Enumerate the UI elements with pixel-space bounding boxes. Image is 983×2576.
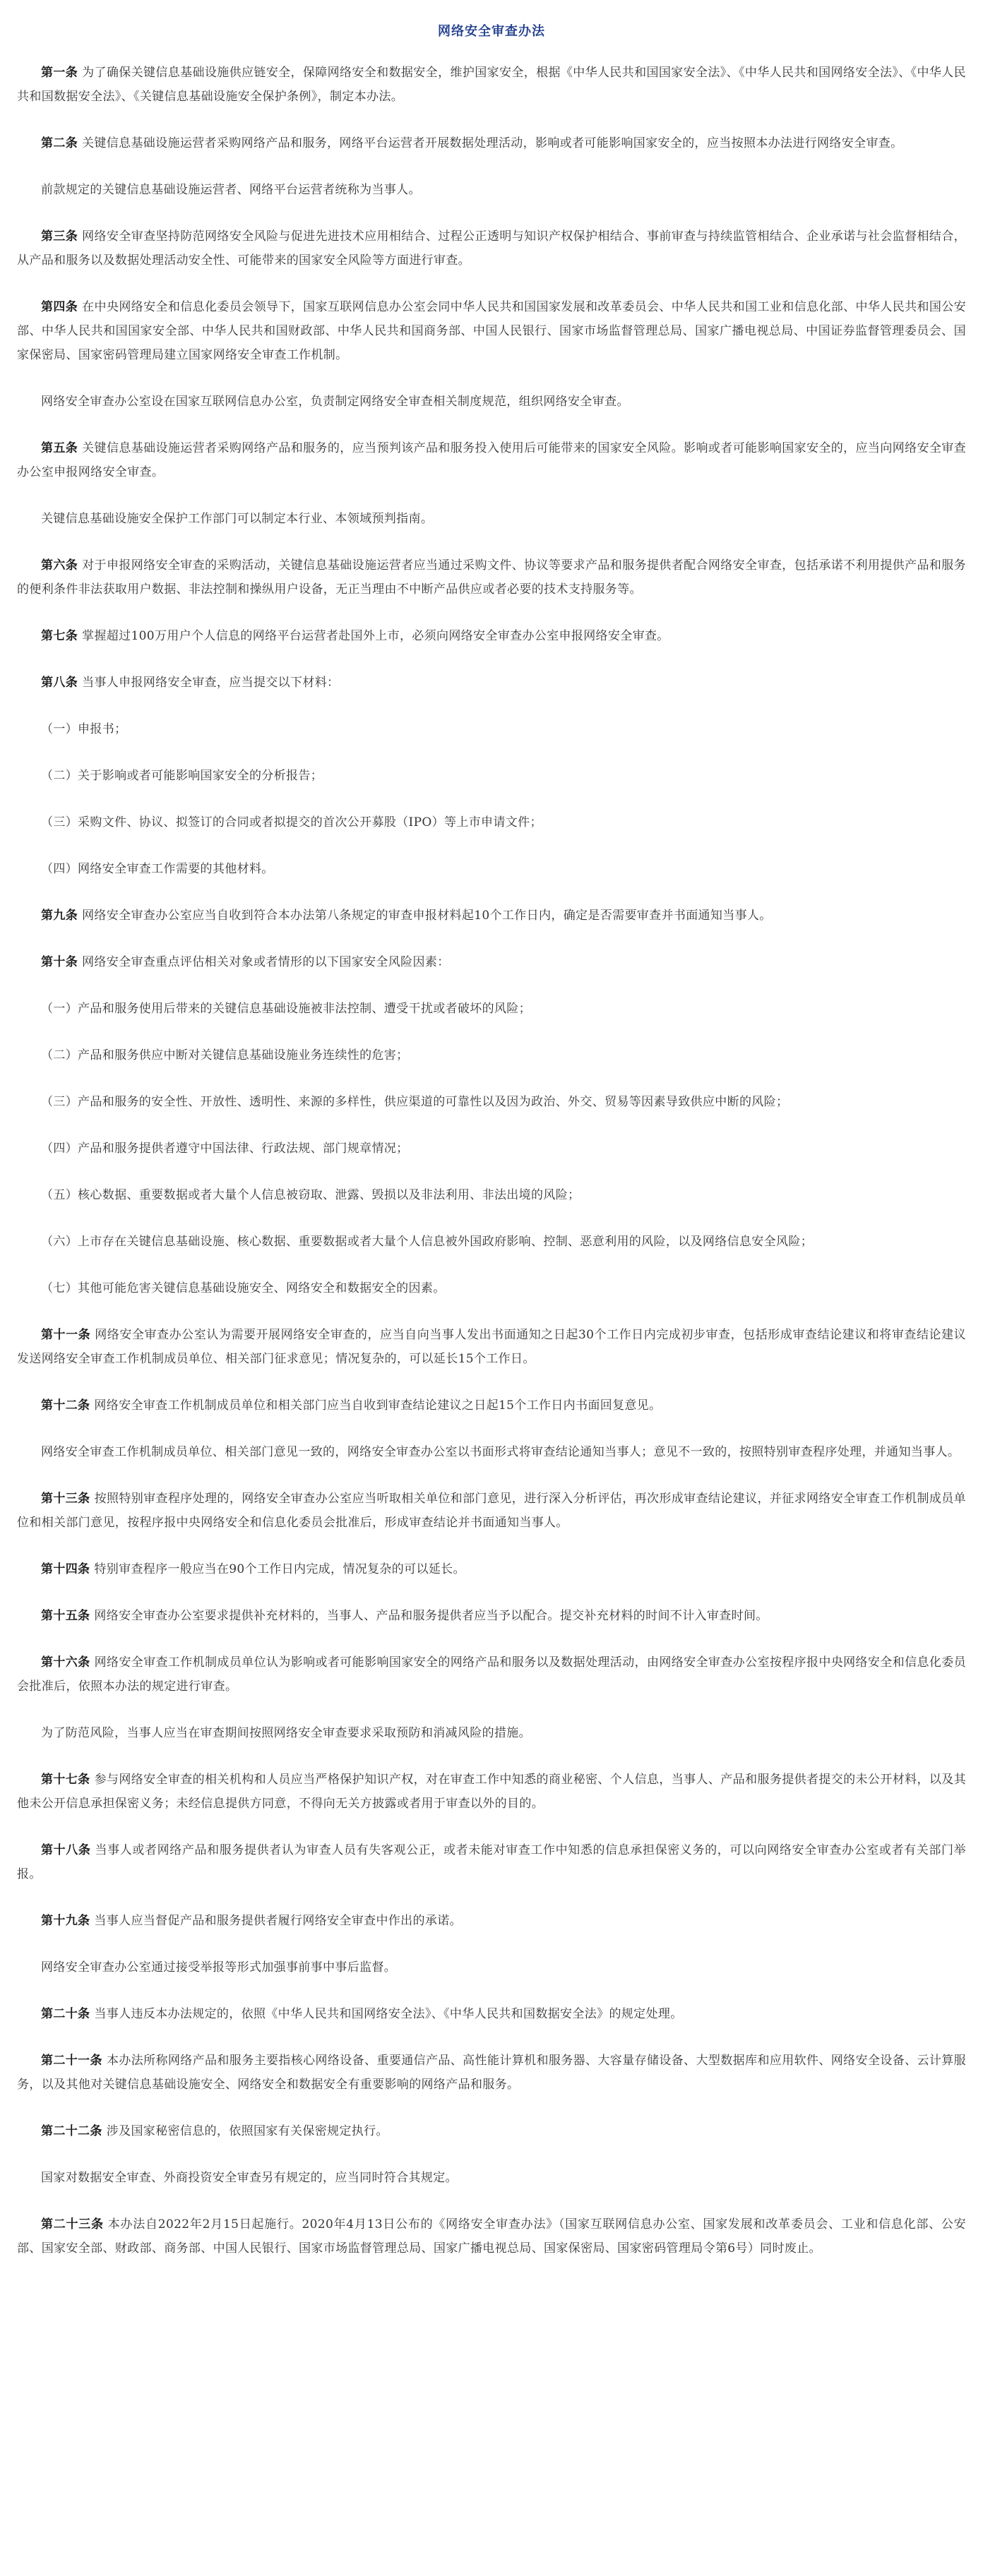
article-text: 掌握超过100万用户个人信息的网络平台运营者赴国外上市，必须向网络安全审查办公室申报网络安全审查。 bbox=[82, 629, 669, 643]
article-number: 第九条 bbox=[41, 909, 78, 923]
article-number: 第十八条 bbox=[41, 1843, 91, 1857]
article-paragraph bbox=[17, 553, 966, 601]
article-number: 第二十一条 bbox=[41, 2054, 102, 2068]
article-paragraph bbox=[17, 2002, 966, 2026]
article-text: 参与网络安全审查的相关机构和人员应当严格保护知识产权，对在审查工作中知悉的商业秘密、个人信息，当事人、产品和服务提供者提交的未公开材料，以及其他未公开信息承担保密义务；未经信息提供方同意，不得向无关方披露或者用于审查以外的目的。 bbox=[17, 1773, 966, 1811]
article-paragraph bbox=[17, 1651, 966, 1699]
article-paragraph bbox=[17, 131, 966, 155]
article-paragraph bbox=[17, 61, 966, 109]
article-text: 当事人违反本办法规定的，依照《中华人民共和国网络安全法》、《中华人民共和国数据安全法》的规定处理。 bbox=[94, 2007, 683, 2021]
article-text: 在中央网络安全和信息化委员会领导下，国家互联网信息办公室会同中华人民共和国国家发展和改革委员会、中华人民共和国工业和信息化部、中华人民共和国公安部、中华人民共和国国家安全部、中华人民共和国财政部、中华人民共和国商务部、中国人民银行、国家市场监督管理总局、国家广播电视总局、中国证券监督管理委员会、国家保密局、国家密码管理局建立国家网络安全审查工作机制。 bbox=[17, 300, 966, 362]
article-text: （二）产品和服务供应中断对关键信息基础设施业务连续性的危害； bbox=[41, 1048, 409, 1062]
article-text: 网络安全审查办公室认为需要开展网络安全审查的，应当自向当事人发出书面通知之日起30个工作日内完成初步审查，包括形成审查结论建议和将审查结论建议发送网络安全审查工作机制成员单位、相关部门征求意见；情况复杂的，可以延长15个工作日。 bbox=[17, 1328, 966, 1366]
article-paragraph bbox=[17, 1276, 966, 1300]
article-paragraph bbox=[17, 1090, 966, 1114]
article-paragraph bbox=[17, 1394, 966, 1418]
article-text: 前款规定的关键信息基础设施运营者、网络平台运营者统称为当事人。 bbox=[41, 183, 421, 197]
article-paragraph bbox=[17, 1183, 966, 1207]
article-number: 第十二条 bbox=[41, 1398, 90, 1413]
article-text: （四）产品和服务提供者遵守中国法律、行政法规、部门规章情况； bbox=[41, 1142, 409, 1156]
article-text: 网络安全审查办公室设在国家互联网信息办公室，负责制定网络安全审查相关制度规范，组织网络安全审查。 bbox=[41, 395, 629, 409]
document-body bbox=[17, 61, 966, 2260]
article-text: 网络安全审查工作机制成员单位认为影响或者可能影响国家安全的网络产品和服务以及数据处理活动，由网络安全审查办公室按程序报中央网络安全和信息化委员会批准后，依照本办法的规定进行审查。 bbox=[17, 1655, 966, 1694]
article-number: 第十七条 bbox=[41, 1773, 90, 1787]
article-number: 第十九条 bbox=[41, 1914, 90, 1928]
article-number: 第二十三条 bbox=[41, 2217, 104, 2231]
article-number: 第二十条 bbox=[41, 2007, 90, 2021]
article-number: 第七条 bbox=[41, 629, 78, 643]
article-text: 对于申报网络安全审查的采购活动，关键信息基础设施运营者应当通过采购文件、协议等要求产品和服务提供者配合网络安全审查，包括承诺不利用提供产品和服务的便利条件非法获取用户数据、非法控制和操纵用户设备，无正当理由不中断产品供应或者必要的技术支持服务等。 bbox=[17, 558, 966, 597]
article-paragraph bbox=[17, 2049, 966, 2097]
article-text: 为了确保关键信息基础设施供应链安全，保障网络安全和数据安全，维护国家安全，根据《中华人民共和国国家安全法》、《中华人民共和国网络安全法》、《中华人民共和国数据安全法》、《关键信息基础设施安全保护条例》，制定本办法。 bbox=[17, 66, 966, 104]
article-paragraph bbox=[17, 671, 966, 695]
article-number: 第二条 bbox=[41, 136, 78, 150]
article-paragraph bbox=[17, 1721, 966, 1745]
article-number: 第十五条 bbox=[41, 1609, 90, 1623]
article-paragraph bbox=[17, 224, 966, 272]
article-text: （一）申报书； bbox=[41, 722, 127, 736]
article-paragraph bbox=[17, 295, 966, 367]
article-paragraph bbox=[17, 1440, 966, 1464]
article-paragraph bbox=[17, 1955, 966, 1979]
article-text: （五）核心数据、重要数据或者大量个人信息被窃取、泄露、毁损以及非法利用、非法出境的风险； bbox=[41, 1188, 580, 1202]
article-number: 第八条 bbox=[41, 676, 78, 690]
article-paragraph bbox=[17, 1768, 966, 1816]
article-text: 网络安全审查工作机制成员单位和相关部门应当自收到审查结论建议之日起15个工作日内书面回复意见。 bbox=[94, 1398, 662, 1413]
article-paragraph bbox=[17, 1909, 966, 1933]
article-text: （二）关于影响或者可能影响国家安全的分析报告； bbox=[41, 769, 323, 783]
article-text: 网络安全审查办公室通过接受举报等形式加强事前事中事后监督。 bbox=[41, 1960, 397, 1975]
article-paragraph bbox=[17, 624, 966, 648]
article-text: （三）产品和服务的安全性、开放性、透明性、来源的多样性，供应渠道的可靠性以及因为政治、外交、贸易等因素导致供应中断的风险； bbox=[41, 1095, 789, 1109]
article-text: 特别审查程序一般应当在90个工作日内完成，情况复杂的可以延长。 bbox=[94, 1562, 465, 1576]
article-paragraph bbox=[17, 2212, 966, 2260]
article-number: 第十四条 bbox=[41, 1562, 90, 1576]
article-text: 为了防范风险，当事人应当在审查期间按照网络安全审查要求采取预防和消减风险的措施。 bbox=[41, 1726, 531, 1740]
article-text: 网络安全审查办公室要求提供补充材料的，当事人、产品和服务提供者应当予以配合。提交补充材料的时间不计入审查时间。 bbox=[94, 1609, 768, 1623]
article-number: 第二十二条 bbox=[41, 2124, 102, 2138]
article-paragraph bbox=[17, 950, 966, 974]
article-paragraph bbox=[17, 1043, 966, 1067]
article-text: 网络安全审查重点评估相关对象或者情形的以下国家安全风险因素： bbox=[82, 955, 450, 969]
document-title: 网络安全审查办法 bbox=[438, 24, 545, 39]
article-text: 关键信息基础设施安全保护工作部门可以制定本行业、本领域预判指南。 bbox=[41, 512, 434, 526]
article-paragraph bbox=[17, 764, 966, 788]
article-text: （六）上市存在关键信息基础设施、核心数据、重要数据或者大量个人信息被外国政府影响、控制、恶意利用的风险，以及网络信息安全风险； bbox=[41, 1235, 814, 1249]
article-text: 涉及国家秘密信息的，依照国家有关保密规定执行。 bbox=[106, 2124, 388, 2138]
article-number: 第三条 bbox=[41, 229, 78, 244]
article-paragraph bbox=[17, 857, 966, 881]
article-text: 关键信息基础设施运营者采购网络产品和服务，网络平台运营者开展数据处理活动，影响或者可能影响国家安全的，应当按照本办法进行网络安全审查。 bbox=[82, 136, 903, 150]
article-paragraph bbox=[17, 2166, 966, 2190]
article-paragraph bbox=[17, 2119, 966, 2143]
article-paragraph bbox=[17, 1487, 966, 1535]
article-paragraph bbox=[17, 1557, 966, 1581]
article-text: （三）采购文件、协议、拟签订的合同或者拟提交的首次公开募股（IPO）等上市申请文件； bbox=[41, 815, 542, 829]
article-paragraph bbox=[17, 1838, 966, 1886]
article-paragraph bbox=[17, 1323, 966, 1371]
article-number: 第四条 bbox=[41, 300, 78, 314]
article-text: 国家对数据安全审查、外商投资安全审查另有规定的，应当同时符合其规定。 bbox=[41, 2171, 458, 2185]
article-text: 当事人申报网络安全审查，应当提交以下材料： bbox=[82, 676, 340, 690]
article-text: 当事人应当督促产品和服务提供者履行网络安全审查中作出的承诺。 bbox=[94, 1914, 462, 1928]
article-number: 第十六条 bbox=[41, 1655, 90, 1670]
article-text: 本办法所称网络产品和服务主要指核心网络设备、重要通信产品、高性能计算机和服务器、大容量存储设备、大型数据库和应用软件、网络安全设备、云计算服务，以及其他对关键信息基础设施安全、网络安全和数据安全有重要影响的网络产品和服务。 bbox=[17, 2054, 966, 2092]
article-number: 第十条 bbox=[41, 955, 78, 969]
article-number: 第五条 bbox=[41, 441, 78, 455]
article-text: 网络安全审查办公室应当自收到符合本办法第八条规定的审查申报材料起10个工作日内，确定是否需要审查并书面通知当事人。 bbox=[82, 909, 772, 923]
article-paragraph bbox=[17, 810, 966, 834]
article-number: 第六条 bbox=[41, 558, 78, 573]
article-text: （四）网络安全审查工作需要的其他材料。 bbox=[41, 862, 274, 876]
article-text: （七）其他可能危害关键信息基础设施安全、网络安全和数据安全的因素。 bbox=[41, 1281, 446, 1295]
article-paragraph bbox=[17, 1137, 966, 1161]
article-paragraph bbox=[17, 1604, 966, 1628]
article-paragraph bbox=[17, 997, 966, 1021]
article-text: 当事人或者网络产品和服务提供者认为审查人员有失客观公正，或者未能对审查工作中知悉的信息承担保密义务的，可以向网络安全审查办公室或者有关部门举报。 bbox=[17, 1843, 967, 1881]
article-text: 网络安全审查坚持防范网络安全风险与促进先进技术应用相结合、过程公正透明与知识产权保护相结合、事前审查与持续监管相结合、企业承诺与社会监督相结合，从产品和服务以及数据处理活动安全性、可能带来的国家安全风险等方面进行审查。 bbox=[17, 229, 966, 268]
article-text: 关键信息基础设施运营者采购网络产品和服务的，应当预判该产品和服务投入使用后可能带来的国家安全风险。影响或者可能影响国家安全的，应当向网络安全审查办公室申报网络安全审查。 bbox=[17, 441, 966, 479]
article-paragraph bbox=[17, 904, 966, 928]
article-paragraph bbox=[17, 390, 966, 414]
article-paragraph bbox=[17, 507, 966, 531]
article-text: 本办法自2022年2月15日起施行。2020年4月13日公布的《网络安全审查办法》（国家互联网信息办公室、国家发展和改革委员会、工业和信息化部、公安部、国家安全部、财政部、商务部、中国人民银行、国家市场监督管理总局、国家广播电视总局、国家保密局、国家密码管理局令第6号）同时废止。 bbox=[17, 2217, 966, 2256]
article-paragraph bbox=[17, 717, 966, 741]
article-number: 第十一条 bbox=[41, 1328, 91, 1342]
article-number: 第十三条 bbox=[41, 1492, 90, 1506]
article-number: 第一条 bbox=[41, 66, 78, 80]
article-text: （一）产品和服务使用后带来的关键信息基础设施被非法控制、遭受干扰或者破坏的风险； bbox=[41, 1002, 531, 1016]
article-paragraph bbox=[17, 1230, 966, 1254]
article-text: 按照特别审查程序处理的，网络安全审查办公室应当听取相关单位和部门意见，进行深入分析评估，再次形成审查结论建议，并征求网络安全审查工作机制成员单位和相关部门意见，按程序报中央网络安全和信息化委员会批准后，形成审查结论并书面通知当事人。 bbox=[17, 1492, 966, 1530]
article-text: 网络安全审查工作机制成员单位、相关部门意见一致的，网络安全审查办公室以书面形式将审查结论通知当事人；意见不一致的，按照特别审查程序处理，并通知当事人。 bbox=[41, 1445, 960, 1459]
article-paragraph bbox=[17, 178, 966, 202]
article-paragraph bbox=[17, 436, 966, 484]
